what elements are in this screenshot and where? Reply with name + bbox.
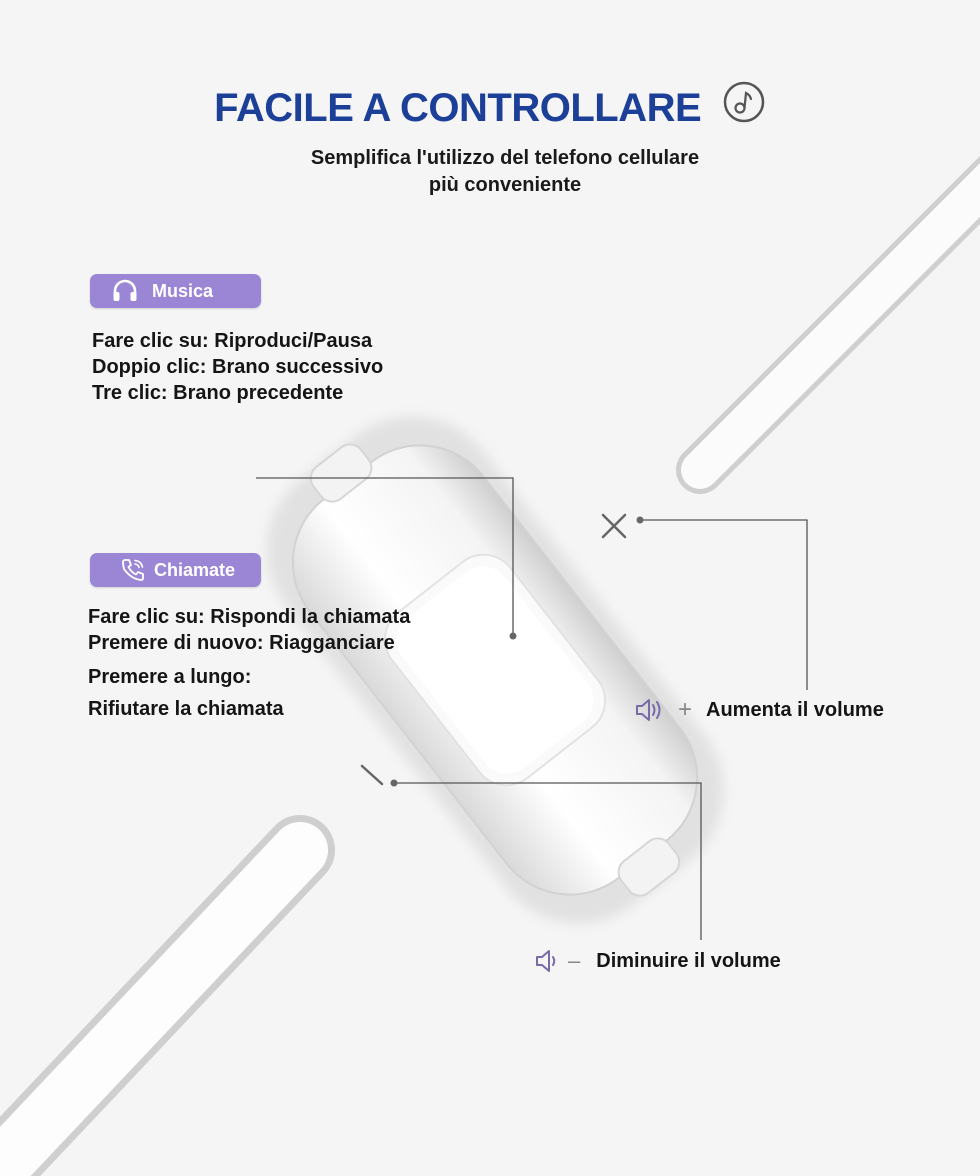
subtitle-line-2: più conveniente: [428, 174, 582, 196]
music-instructions: [92, 328, 383, 406]
music-line-3: Tre clic: Brano precedente: [92, 382, 344, 404]
music-line-1: Fare clic su: Riproduci/Pausa: [92, 330, 373, 352]
volume-up-button-mark: [603, 515, 625, 537]
phone-icon: [120, 557, 146, 583]
page-title: [0, 86, 980, 134]
cable-lower: [0, 850, 300, 1176]
volume-down-label: [534, 948, 781, 974]
music-note-icon: [722, 80, 766, 134]
speaker-icon: [534, 948, 558, 974]
subtitle-line-1: Semplifica l'utilizzo del telefono cellulare: [310, 147, 700, 169]
volume-down-symbol: –: [568, 948, 581, 973]
calls-line-2: Premere di nuovo: Riagganciare: [88, 632, 395, 654]
speaker-icon: [634, 697, 668, 723]
calls-line-1: Fare clic su: Rispondi la chiamata: [88, 606, 411, 628]
volume-up-text: Aumenta il volume: [706, 698, 884, 721]
title-text: FACILE A CONTROLLARE: [214, 86, 702, 130]
calls-line-3: Premere a lungo:: [88, 666, 252, 688]
volume-down-button-mark: [362, 766, 382, 784]
page-subtitle: [0, 145, 980, 199]
volume-down-text: Diminuire il volume: [596, 949, 781, 972]
volume-up-symbol: +: [678, 696, 693, 723]
music-pill: [90, 274, 261, 308]
calls-pill-label: Chiamate: [154, 559, 236, 580]
cable-upper: [700, 160, 980, 470]
music-pill-label: Musica: [152, 280, 214, 301]
music-line-2: Doppio clic: Brano successivo: [92, 356, 384, 378]
calls-line-4: Rifiutare la chiamata: [88, 698, 284, 720]
calls-instructions: [88, 604, 410, 722]
calls-pill: [90, 553, 261, 587]
volume-up-label: [634, 696, 884, 724]
headphones-icon: [112, 279, 138, 303]
